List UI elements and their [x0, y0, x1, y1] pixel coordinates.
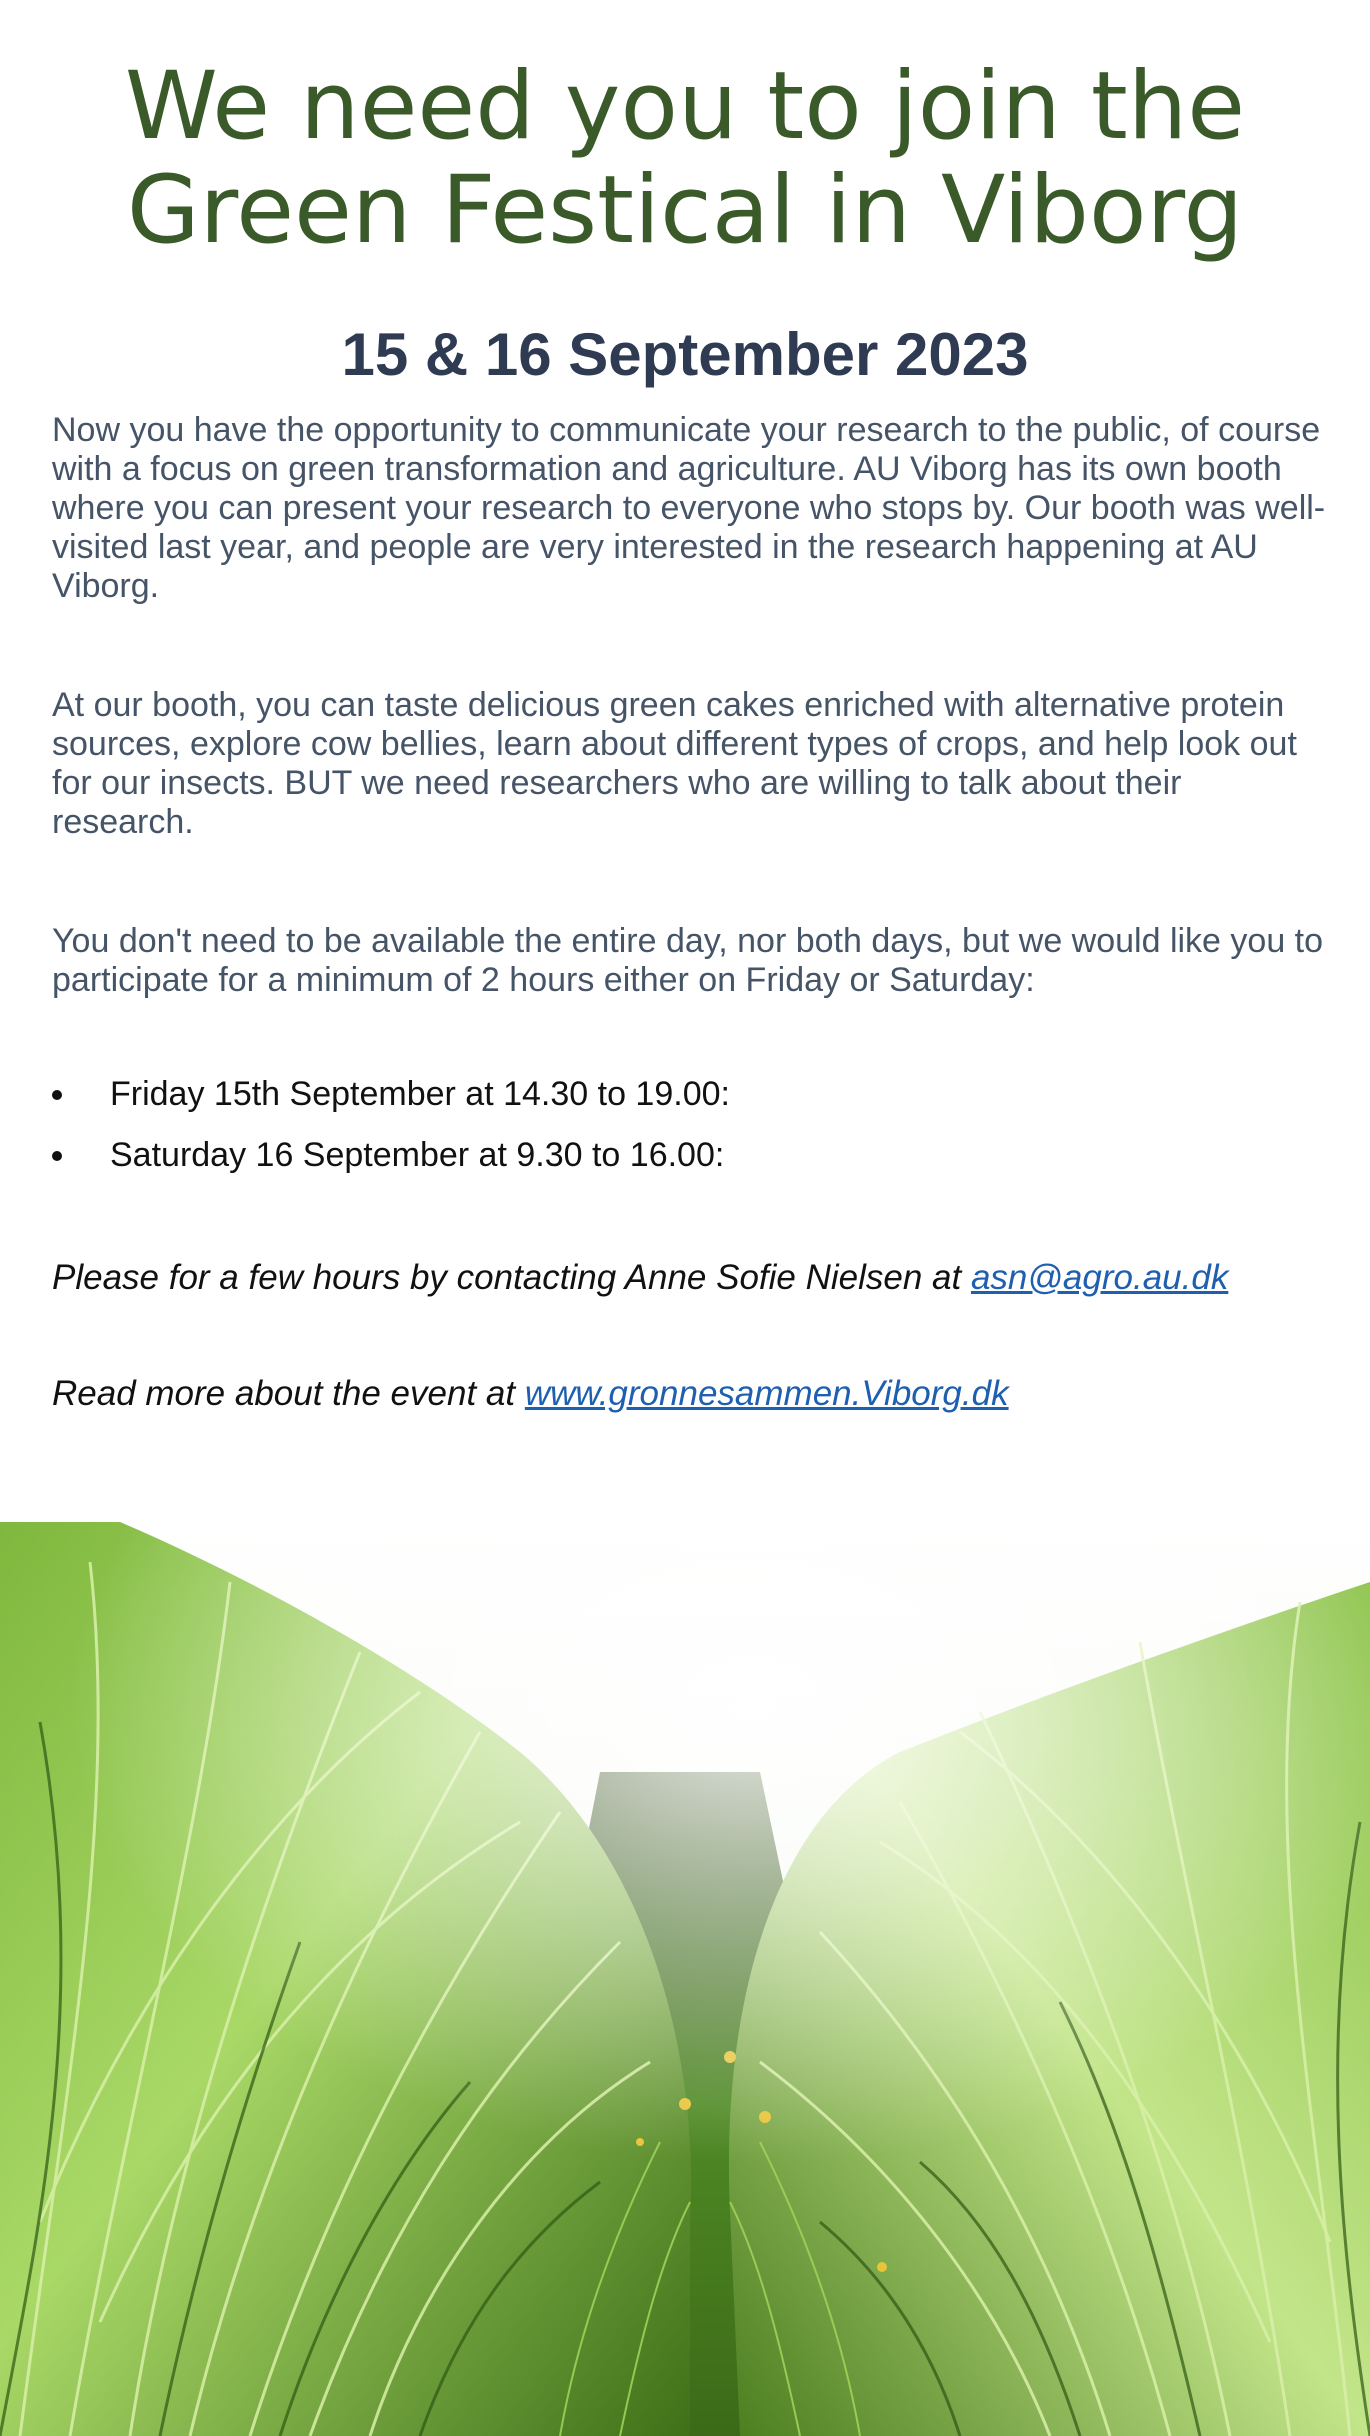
- grass-field-photo: [0, 1522, 1370, 2436]
- schedule-item-friday: [52, 1075, 1332, 1114]
- read-more-line: [52, 1374, 1332, 1414]
- schedule-item-label: Saturday 16 September at 9.30 to 16.00:: [110, 1136, 725, 1174]
- availability-paragraph: You don't need to be available the entire day, nor both days, but we would like you to participate for a minimum of 2 hours either on Friday or Saturday:: [52, 922, 1324, 999]
- contact-email-link[interactable]: asn@agro.au.dk: [970, 1258, 1229, 1297]
- contact-text: Please for a few hours by contacting Anne Sofie Nielsen at: [52, 1258, 971, 1297]
- booth-paragraph: At our booth, you can taste delicious green cakes enriched with alternative protein sources, explore cow bellies, learn about different types of crops, and help look out for our insects. BUT we need researchers who are willing to talk about their research.: [52, 686, 1297, 841]
- headline-line-1: We need you to join the: [124, 52, 1246, 161]
- headline-line-2: Green Festical in Viborg: [126, 156, 1244, 265]
- schedule-list: [52, 1075, 1332, 1197]
- headline: [0, 52, 1370, 265]
- schedule-item-saturday: [52, 1136, 1332, 1175]
- bullet-icon: [52, 1090, 62, 1100]
- contact-line: [52, 1258, 1332, 1298]
- event-website-link[interactable]: www.gronnesammen.Viborg.dk: [524, 1374, 1009, 1413]
- schedule-item-label: Friday 15th September at 14.30 to 19.00:: [110, 1075, 730, 1113]
- read-more-text: Read more about the event at: [52, 1374, 525, 1413]
- event-dates: 15 & 16 September 2023: [341, 321, 1029, 388]
- intro-paragraph: Now you have the opportunity to communicate your research to the public, of course with a focus on green transformation and agriculture. AU Viborg has its own booth where you can present your research to everyone who stops by. Our booth was well-visited last year, and people are very interested in the research happening at AU Viborg.: [52, 411, 1326, 605]
- bullet-icon: [52, 1151, 62, 1161]
